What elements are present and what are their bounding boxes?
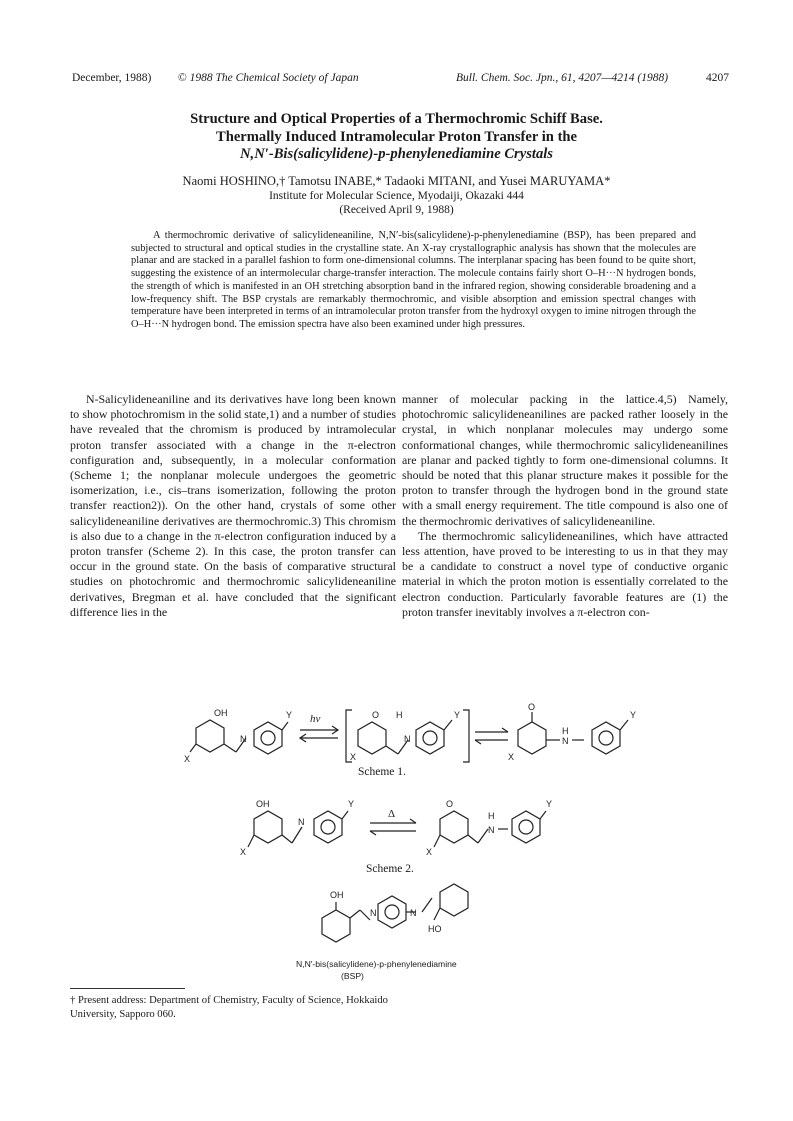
- s1-oh-label: OH: [214, 708, 228, 718]
- s2-n-label: N: [298, 817, 305, 827]
- s1-o-label: O: [372, 710, 380, 720]
- bsp-salicyl-ring-1: [322, 910, 350, 942]
- received-date: (Received April 9, 1988): [339, 204, 454, 216]
- scheme-2-drawing: [240, 795, 570, 857]
- authors: Naomi HOSHINO,† Tamotsu INABE,* Tadaoki MITANI, and Yusei MARUYAMA*: [182, 174, 611, 188]
- paper-title: [60, 111, 733, 164]
- s1-h2-label: H: [562, 726, 569, 736]
- s2-benzene-4: [512, 811, 540, 843]
- benzene-ring-left-2: [254, 722, 282, 754]
- s2-o-label: O: [446, 799, 454, 809]
- s1-n3-label: N: [562, 736, 569, 746]
- body-right-column: [402, 392, 728, 620]
- body-paragraph-1: N-Salicylideneaniline and its derivatives have long been known to show photochromism in the solid state,1) and a number of studies have revealed that the chromism is produced by intramolecular proton transfer associated with a change in the π-electron configuration and, subsequently, in a molecular conformation (Scheme 1; the nonplanar molecule undergoes the geometric isomerization, i.e., cis–trans isomerization, following the proton transfer reaction2)). On the other hand, crystals of some other salicylideneaniline derivatives are thermochromic.3) This chromism is also due to a change in the π-electron configuration induced by a proton transfer (Scheme 2). In this case, the proton transfer can occur in the ground state. On the basis of comparative structural studies on photochromic and thermochromic salicylideneaniline derivatives, Bregman et al. have concluded that the significant difference lies in the: [70, 392, 396, 619]
- s1-o2-label: O: [528, 702, 536, 712]
- affiliation: Institute for Molecular Science, Myodaiji, Okazaki 444: [269, 190, 524, 202]
- bsp-compound-name: N,N′-bis(salicylidene)-p-phenylenediamine: [296, 959, 457, 969]
- title-line-1: Structure and Optical Properties of a Thermochromic Schiff Base.: [190, 111, 603, 127]
- body-paragraph-2: manner of molecular packing in the lattice.4,5) Namely, photochromic salicylideneanilines are packed rather loosely in the crystal, in which nonplanar molecules may undergo some conformational changes, while thermochromic salicylideneanilines are planar and packed tightly to form one-dimensional columns. It should be noted that this planar structure makes it possible for the proton to transfer through the hydrogen bond in the ground state with a small energy requirement. The title compound is also one of the thermochromic derivatives of salicylideneaniline.: [402, 392, 728, 528]
- bsp-structure-figure: [316, 880, 486, 950]
- scheme-1-figure: [170, 700, 640, 766]
- header-page-number: 4207: [706, 72, 729, 84]
- header-journal: Bull. Chem. Soc. Jpn., 61, 4207—4214 (1988): [456, 72, 669, 84]
- benzene-ring-mid-2: [416, 722, 444, 754]
- copyright-symbol: ©: [178, 72, 187, 84]
- benzene-ring-right-1: [518, 722, 546, 754]
- footnote-rule: [70, 988, 185, 989]
- scheme-2-figure: [240, 795, 570, 857]
- s2-n2-label: N: [488, 825, 495, 835]
- bsp-central-ring: [378, 896, 406, 928]
- bsp-structure-drawing: [316, 880, 486, 950]
- s2-y-label: Y: [348, 799, 355, 809]
- s2-x2-label: X: [426, 847, 433, 857]
- body-left-column: [70, 392, 396, 620]
- s2-y2-label: Y: [546, 799, 553, 809]
- scheme-2-caption: Scheme 2.: [366, 863, 414, 875]
- benzene-ring-right-2: [592, 722, 620, 754]
- footnote: [70, 994, 396, 1022]
- s1-x2-label: X: [350, 752, 357, 762]
- bsp-salicyl-ring-2: [440, 884, 468, 916]
- s2-benzene-3: [440, 811, 468, 843]
- benzene-ring-left-1: [196, 720, 224, 752]
- s2-h-label: H: [488, 811, 495, 821]
- abstract: [131, 230, 696, 332]
- bsp-n1-label: N: [370, 908, 377, 918]
- s1-y2-label: Y: [454, 710, 461, 720]
- s1-y3-label: Y: [630, 710, 637, 720]
- bsp-oh-label: OH: [330, 890, 344, 900]
- scheme-1-drawing: [170, 700, 640, 766]
- body-paragraph-3: The thermochromic salicylideneanilines, which have attracted less attention, have proved to be interesting to us in that they may be a candidate to construct a novel type of conductive organic material in which the proton motion is essentially correlated to the electron conduction. Particularly favorable features are (1) the proton transfer inevitably involves a π-electron con-: [402, 528, 728, 619]
- scheme-1-caption: Scheme 1.: [358, 766, 406, 778]
- s1-x-label: X: [184, 754, 191, 764]
- header-copyright: [178, 72, 359, 84]
- header-date: December, 1988): [72, 72, 152, 84]
- s2-x-label: X: [240, 847, 247, 857]
- s1-n2-label: N: [404, 734, 411, 744]
- s2-benzene-2: [314, 811, 342, 843]
- benzene-ring-mid-1: [358, 722, 386, 754]
- footnote-text: Present address: Department of Chemistry, Faculty of Science, Hokkaido University, Sapporo 060.: [70, 995, 388, 1020]
- copyright-text: 1988 The Chemical Society of Japan: [189, 72, 359, 84]
- s1-n-label: N: [240, 734, 247, 744]
- s2-delta-label: Δ: [388, 808, 396, 820]
- s1-h-label: H: [396, 710, 403, 720]
- title-line-2: Thermally Induced Intramolecular Proton Transfer in the: [215, 128, 578, 145]
- footnote-marker: †: [70, 995, 76, 1006]
- title-line-3: N,N′-Bis(salicylidene)-p-phenylenediamine Crystals: [240, 146, 553, 162]
- s1-x3-label: X: [508, 752, 515, 762]
- s1-y-label: Y: [286, 710, 293, 720]
- s2-oh-label: OH: [256, 799, 270, 809]
- abstract-text: A thermochromic derivative of salicylideneaniline, N,N′-bis(salicylidene)-p-phenylenediamine (BSP), has been prepared and subjected to structural and optical studies in the crystalline state. An X-ray crystallographic analysis has shown that the molecules are planar and are stacked in a parallel fashion to form one-dimensional columns. The interplanar spacing has been found to be quite short, suggesting the existence of an intermolecular charge-transfer interaction. The molecule contains fairly short O–H···N hydrogen bonds, the strength of which is manifested in an OH stretching absorption band in the infrared region, showing considerable broadening and a low-frequency shift. The BSP crystals are remarkably thermochromic, and visible absorption and emission spectral changes with temperature have been interpreted in terms of an intramolecular proton transfer from the hydroxyl oxygen to imine nitrogen through the O–H···N hydrogen bond. The emission spectra have also been examined under high pressures.: [131, 230, 696, 330]
- s1-hv-label: hν: [310, 713, 321, 725]
- bsp-abbreviation: (BSP): [341, 971, 364, 981]
- bsp-n2-label: N: [410, 908, 417, 918]
- s2-benzene-1: [254, 811, 282, 843]
- bsp-ho-label: HO: [428, 924, 442, 934]
